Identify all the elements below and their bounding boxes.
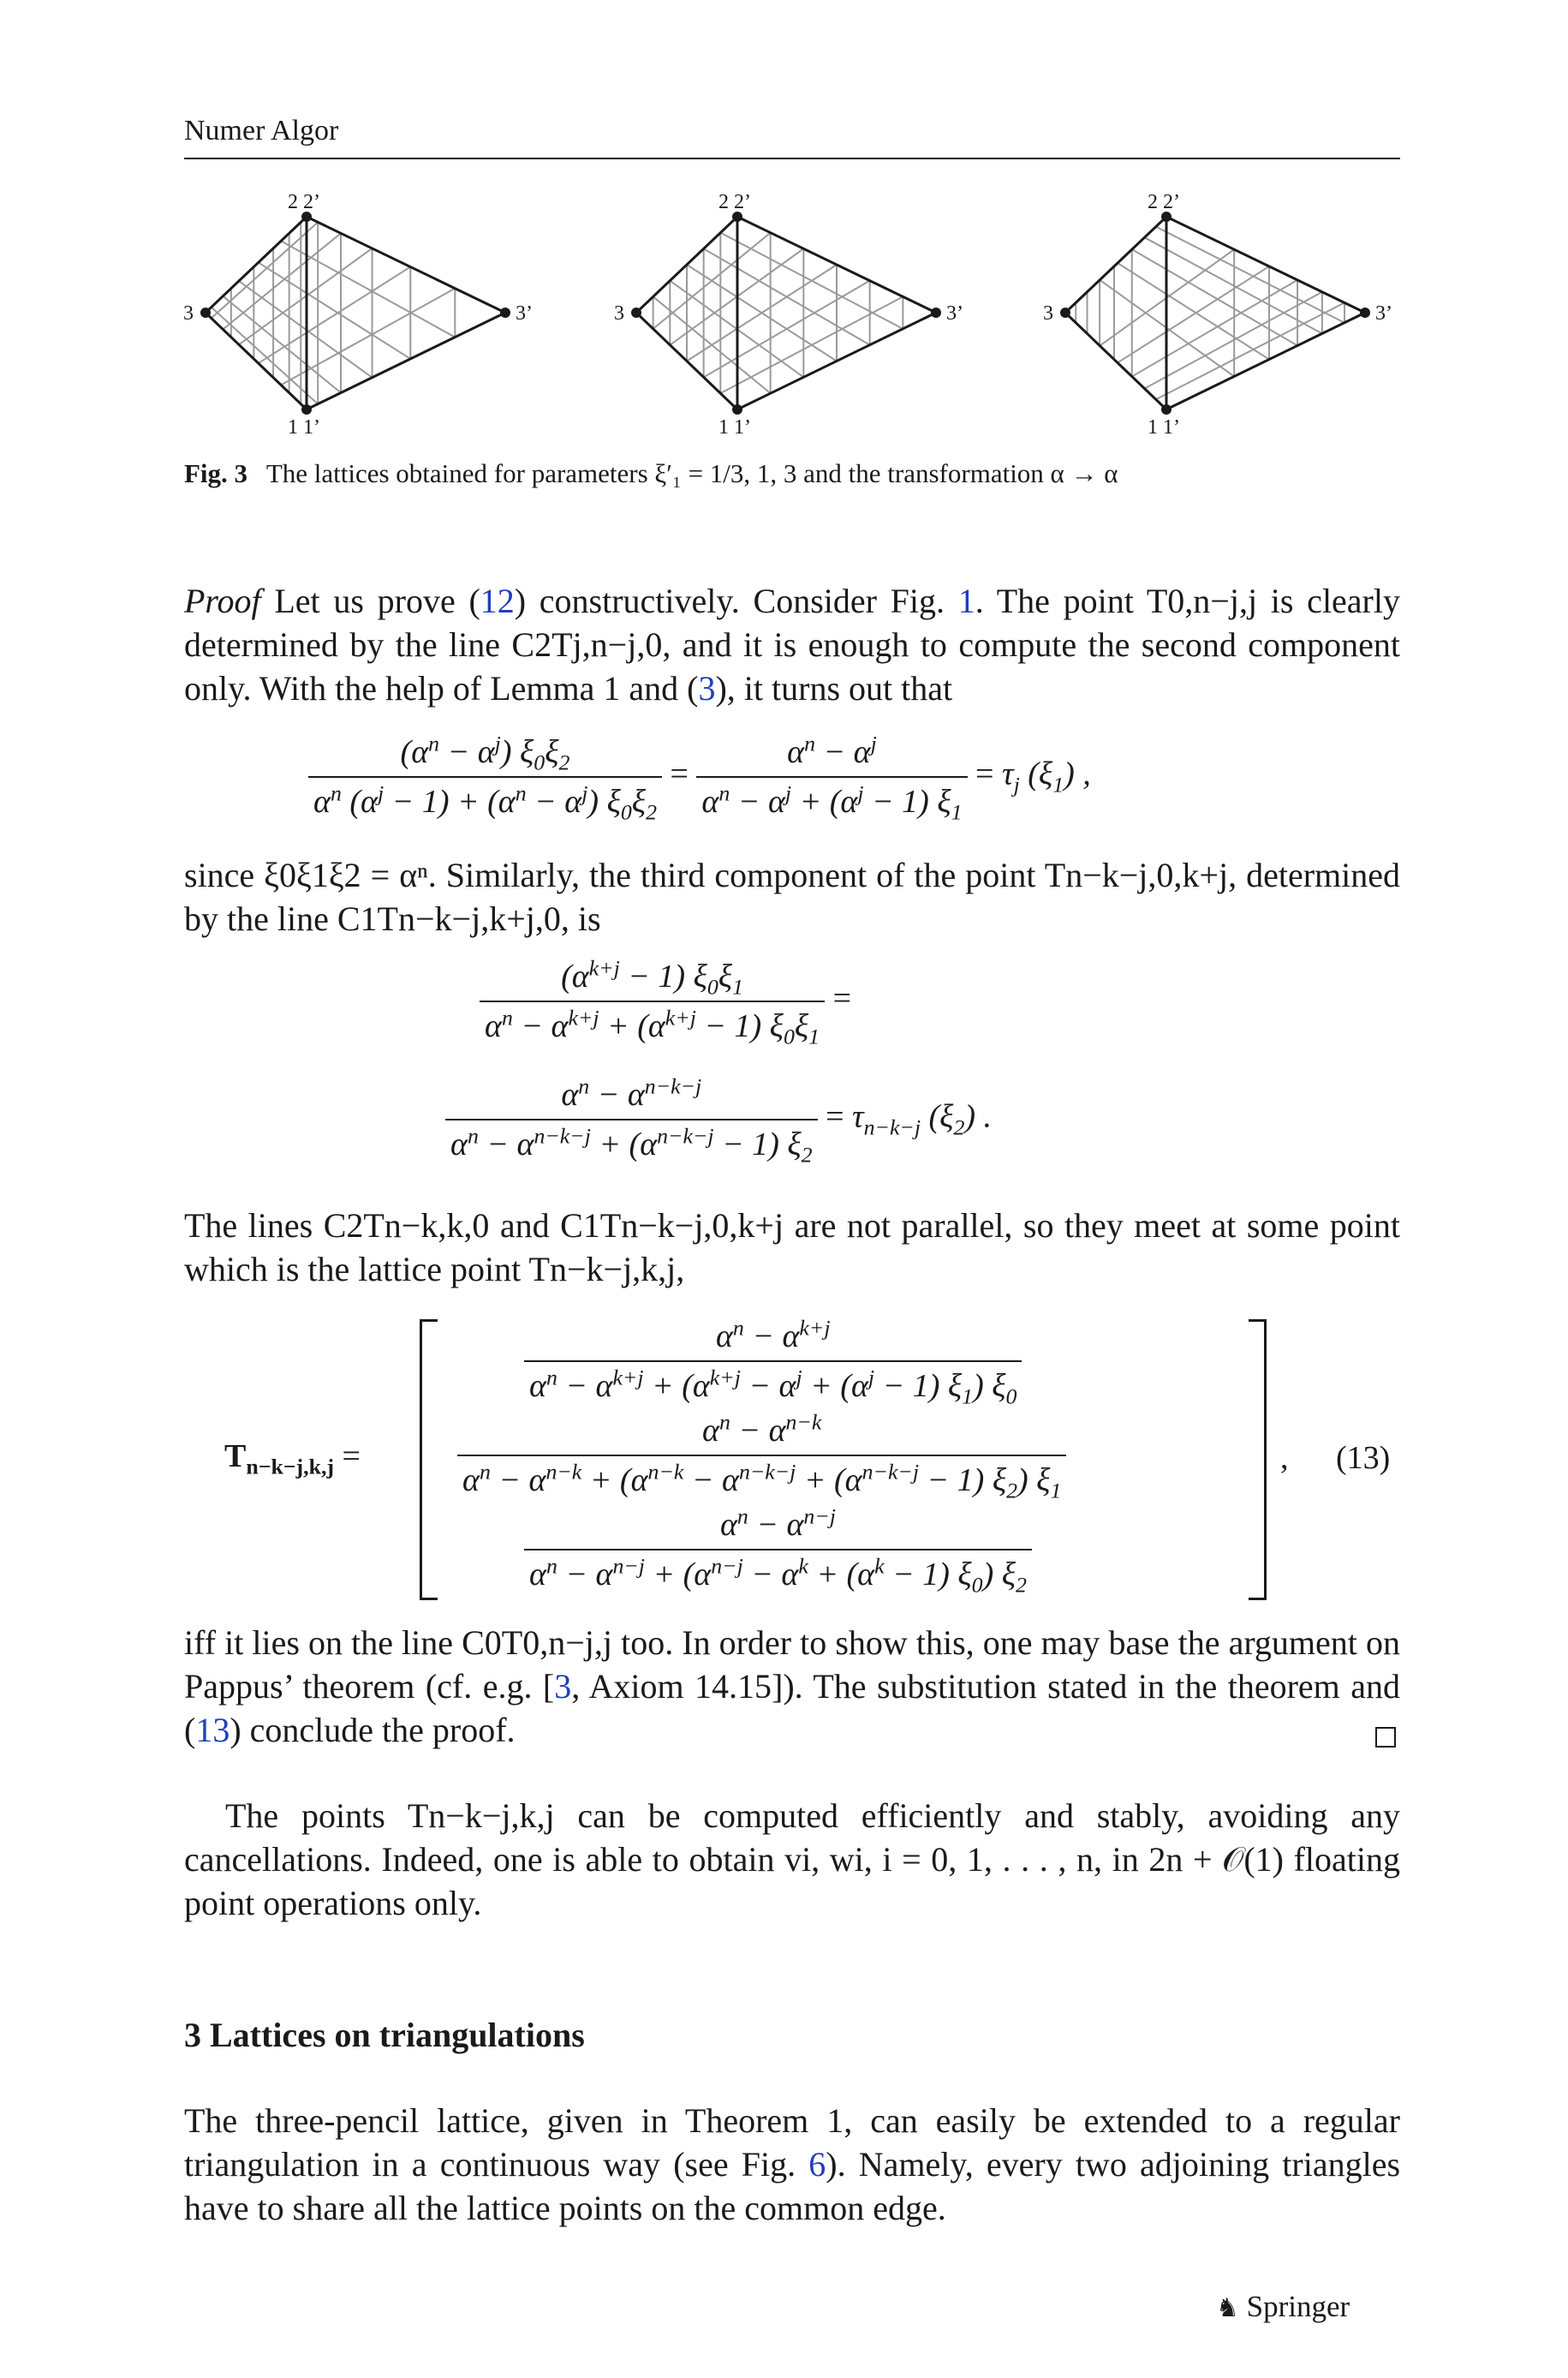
proof-text-4c: ) conclude the proof. [230, 1711, 516, 1749]
equation-13-number: (13) [1336, 1440, 1391, 1476]
ref-eq-12[interactable]: 12 [480, 582, 515, 620]
vertex-label-bottom: 1 1’ [1148, 416, 1180, 439]
vertex-label-left: 3 [614, 302, 624, 325]
vertex-dot [200, 308, 211, 318]
vertex-label-right: 3’ [516, 302, 533, 325]
lattice-line [212, 222, 318, 318]
vertex-label-right: 3’ [946, 302, 963, 325]
lattice-line [1118, 266, 1269, 363]
equation-13-lhs: $T_{n-k-j,k,j}$ = [224, 1438, 361, 1479]
vertex-label-top: 2 2’ [288, 191, 320, 213]
lattice-panel-2 [614, 191, 963, 439]
paragraph-points: The points Tn−k−j,k,j can be computed efficiently and stably, avoiding any cancellations. Indeed, one is able to obtain vi, wi, i = 0, 1, . . . , n, in 2n + 𝒪(1) floating point operations only. [184, 1796, 1400, 1922]
vertex-dot [500, 308, 510, 318]
triangle-edge [206, 313, 307, 409]
ref-fig-1[interactable]: 1 [957, 582, 975, 620]
proof-label: Proof [184, 582, 261, 620]
springer-logo [1216, 2290, 1350, 2324]
lattice-line [704, 248, 870, 344]
proof-paragraph-3: The lines C2Tn−k,k,0 and C1Tn−k−j,0,k+j are not parallel, so they meet at some point which is the lattice point Tn−k−j,k,j, [184, 1206, 1400, 1288]
proof-paragraph-1 [184, 579, 1400, 710]
proof-text-c: . The point T0,n−j,j is clearly determined by the line C2Tj,n−j,0, and it is enough to compute the second component only. With the help of Lemma 1 and ( [184, 582, 1400, 708]
vertex-dot [1360, 308, 1370, 318]
lattice-line [223, 296, 341, 393]
proof-text-b: ) constructively. Consider Fig. [514, 582, 958, 620]
figure-caption-text: The lattices obtained for parameters ξ′₁ = 1/3, 1, 3 and the transformation α → α [265, 458, 1118, 488]
qed-symbol [1375, 1727, 1396, 1748]
lattice-panel-1 [183, 191, 533, 439]
equation-tau-j: $\frac{(\alpha^n - \alpha^j) \xi_0\xi_2}{\alpha^n (\alpha^j - 1) + (\alpha^n - \alpha^j) \xi_0\xi_2}$ = $\frac{\alpha^n - \alpha^j}{\alpha^n - \alpha^j + (\alpha^j - 1) \xi_1}$ = $\tau_j$ $(\xi_1)$ , [308, 733, 1091, 821]
vertex-dot [301, 404, 312, 415]
lattice-line [704, 281, 870, 378]
equation-13-comma: , [1280, 1440, 1289, 1476]
triangle-edge [1065, 313, 1166, 409]
vertex-dot [631, 308, 641, 318]
equation-third-component-b: $\frac{\alpha^n - \alpha^{n-k-j}}{\alpha^n - \alpha^{n-k-j} + (\alpha^{n-k-j} - 1) \xi_2}$ = $\tau_{n-k-j}$ $(\xi_2)$ . [445, 1076, 992, 1163]
proof-paragraph-4 [184, 1621, 1400, 1752]
vertex-label-left: 3 [1043, 302, 1053, 325]
equation-13-row-2: $\frac{\alpha^n - \alpha^{n-k}}{\alpha^n - \alpha^{n-k} + (\alpha^{n-k} - \alpha^{n-k-j} + (\alpha^{n-k-j} - 1) \xi_2) \xi_1}$ [457, 1412, 1066, 1499]
vertex-dot [1161, 404, 1172, 415]
equation-13-left-bracket [420, 1319, 438, 1600]
lattice-panel-3 [1043, 191, 1392, 439]
figure-caption-label: Fig. 3 [184, 458, 248, 488]
figure-caption [184, 458, 1118, 489]
lattice-line [1118, 263, 1269, 359]
equation-13-row-3: $\frac{\alpha^n - \alpha^{n-j}}{\alpha^n - \alpha^{n-j} + (\alpha^{n-j} - \alpha^k + (\alpha^k - 1) \xi_0) \xi_2}$ [524, 1506, 1032, 1593]
ref-fig-6[interactable]: 6 [808, 2145, 826, 2184]
lattice-line [212, 308, 318, 404]
section-heading: 3 Lattices on triangulations [184, 2016, 585, 2054]
ref-eq-3[interactable]: 3 [698, 669, 716, 708]
vertex-dot [931, 308, 941, 318]
section-text-a: The three-pencil lattice, given in Theorem 1, can easily be extended to a regular triangulation in a continuous way (see Fig. [184, 2101, 1400, 2184]
triangle-edge [307, 217, 505, 313]
proof-text-a: Let us prove ( [274, 582, 480, 620]
publisher-name: Springer [1246, 2290, 1350, 2323]
proof-text-d: ), it turns out that [715, 669, 953, 708]
section-paragraph [184, 2099, 1400, 2230]
equation-13-row-1: $\frac{\alpha^n - \alpha^{k+j}}{\alpha^n - \alpha^{k+j} + (\alpha^{k+j} - \alpha^j + (\alpha^j - 1) \xi_1) \xi_0}$ [524, 1317, 1022, 1405]
vertex-label-top: 2 2’ [718, 191, 751, 213]
vertex-label-bottom: 1 1’ [288, 416, 320, 439]
vertex-label-top: 2 2’ [1148, 191, 1180, 213]
vertex-label-left: 3 [183, 302, 194, 325]
springer-horse-icon: ♞ [1216, 2294, 1239, 2322]
equation-13-right-bracket [1249, 1319, 1267, 1600]
triangle-edge [206, 217, 307, 313]
vertex-dot [732, 404, 742, 415]
ref-eq-13[interactable]: 13 [195, 1711, 230, 1749]
triangle-edge [1065, 217, 1166, 313]
equation-third-component-a: $\frac{(\alpha^{k+j} - 1) \xi_0\xi_1}{\alpha^n - \alpha^{k+j} + (\alpha^{k+j} - 1) \xi_0\xi_1}$ = [480, 958, 851, 1045]
vertex-label-bottom: 1 1’ [718, 416, 751, 439]
proof-text-4a: iff it lies on the line C0T0,n−j,j too. In order to show this, one may base the argument on Pappus’ theorem (cf. e.g. [ [184, 1623, 1400, 1706]
figure-3-lattices [0, 0, 1568, 445]
ref-cite-3[interactable]: 3 [554, 1667, 572, 1706]
journal-header: Numer Algor [184, 115, 339, 146]
proof-text-4b: , Axiom 14.15]). The substitution stated in the theorem and ( [184, 1667, 1400, 1749]
vertex-label-right: 3’ [1375, 302, 1392, 325]
vertex-dot [1060, 308, 1070, 318]
triangle-edge [307, 313, 505, 409]
proof-paragraph-2: since ξ0ξ1ξ2 = αⁿ. Similarly, the third component of the point Tn−k−j,0,k+j, determined by the line C1Tn−k−j,k+j,0, is [184, 856, 1400, 938]
section-text-b: ). Namely, every two adjoining triangles have to share all the lattice points on the common edge. [184, 2145, 1401, 2227]
